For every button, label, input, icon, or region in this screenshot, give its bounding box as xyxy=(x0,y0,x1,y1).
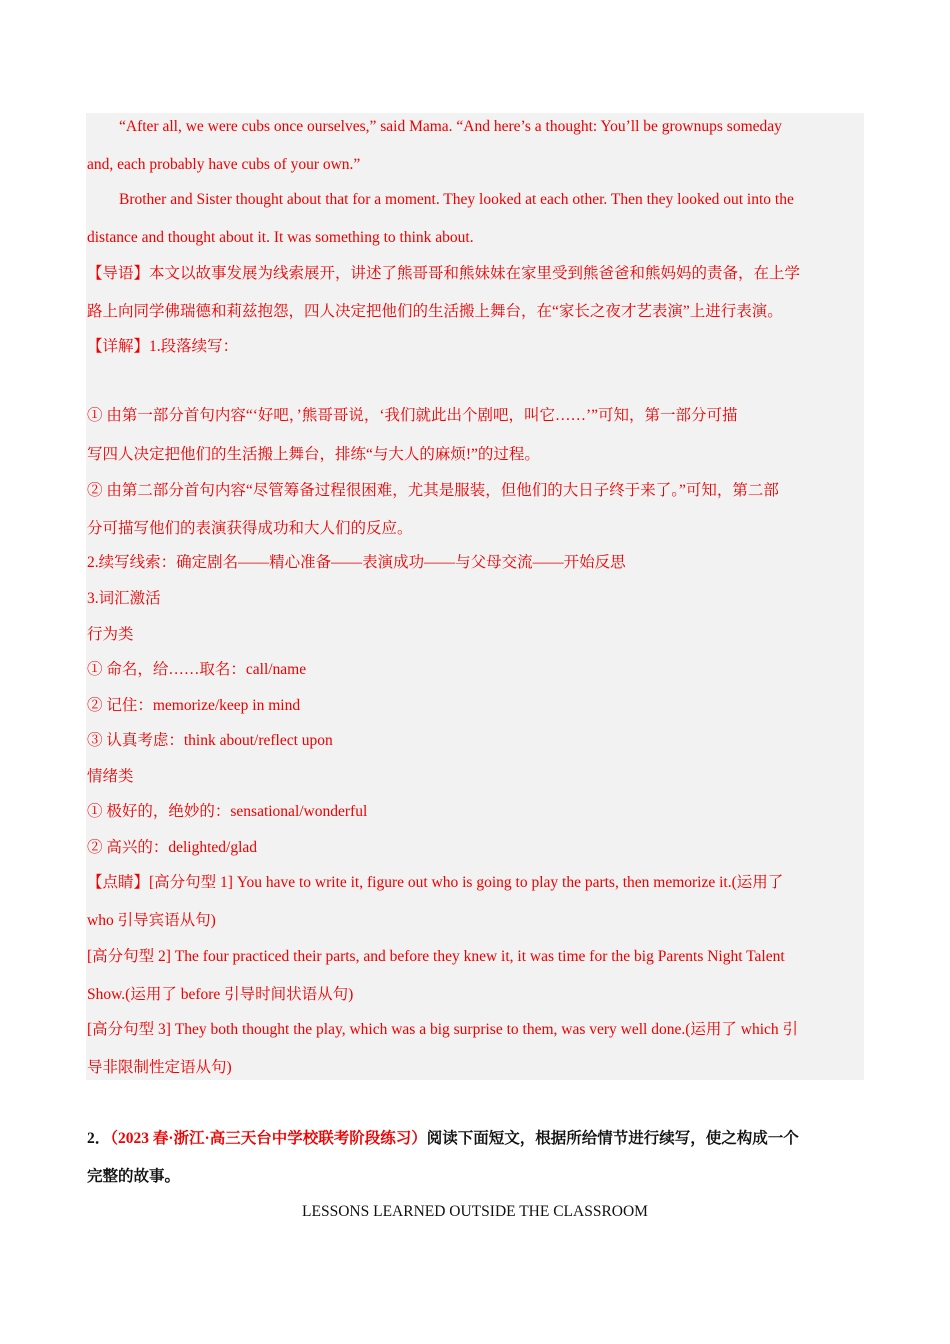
vocab-category-actions: 行为类 xyxy=(87,626,134,643)
highlight-sentence3-line1: [高分句型 3] They both thought the play, which was a big surprise to them, was very well done.(运用了 which 引 xyxy=(87,1021,799,1038)
question2-instruction-line2: 完整的故事。 xyxy=(87,1168,181,1185)
question-instruction: 阅读下面短文，根据所给情节进行续写，使之构成一个 xyxy=(426,1130,799,1147)
guide-line1: 【导语】本文以故事发展为线索展开，讲述了熊哥哥和熊妹妹在家里受到熊爸爸和熊妈妈的责备，在上学 xyxy=(87,265,801,282)
vocab-item: ① 极好的，绝妙的：sensational/wonderful xyxy=(87,803,368,820)
highlight-sentence1-line2: who 引导宾语从句) xyxy=(87,912,216,929)
detail-item1-line2: 写四人决定把他们的生活搬上舞台，排练“与大人的麻烦!”的过程。 xyxy=(87,446,540,463)
guide-line2: 路上向同学佛瑞德和莉兹抱怨，四人决定把他们的生活搬上舞台，在“家长之夜才艺表演”上进行表演。 xyxy=(87,303,783,320)
vocab-item: ① 命名，给……取名：call/name xyxy=(87,661,307,678)
continuation-clue: 2.续写线索：确定剧名——精心准备——表演成功——与父母交流——开始反思 xyxy=(87,554,626,571)
question-number: 2． xyxy=(87,1130,111,1147)
vocab-category-emotions: 情绪类 xyxy=(87,768,134,785)
passage-p1-line1: “After all, we were cubs once ourselves,” said Mama. “And here’s a thought: You’ll be grownups someday xyxy=(119,118,782,135)
passage-p2-line1: Brother and Sister thought about that for a moment. They looked at each other. Then they looked out into the xyxy=(119,191,794,208)
detail-item1-line1: ① 由第一部分首句内容“‘好吧，’熊哥哥说，‘我们就此出个剧吧，叫它……’”可知，第一部分可描 xyxy=(87,407,738,424)
vocab-item: ③ 认真考虑：think about/reflect upon xyxy=(87,732,333,749)
vocab-title: 3.词汇激活 xyxy=(87,590,161,607)
highlight-sentence2-line1: [高分句型 2] The four practiced their parts, and before they knew it, it was time for the big Parents Night Talent xyxy=(87,948,785,965)
vocab-item: ② 记住：memorize/keep in mind xyxy=(87,697,301,714)
detail-item2-line1: ② 由第二部分首句内容“尽管筹备过程很困难，尤其是服装，但他们的大日子终于来了。”可知，第二部 xyxy=(87,482,779,499)
passage-p2-line2: distance and thought about it. It was something to think about. xyxy=(87,229,474,246)
detail-title: 【详解】1.段落续写： xyxy=(87,338,239,355)
detail-item2-line2: 分可描写他们的表演获得成功和大人们的反应。 xyxy=(87,520,413,537)
highlight-sentence1-line1: 【点睛】[高分句型 1] You have to write it, figure out who is going to play the parts, then memorize it.(运用了 xyxy=(87,874,784,891)
passage-title: LESSONS LEARNED OUTSIDE THE CLASSROOM xyxy=(302,1203,648,1220)
highlight-sentence2-line2: Show.(运用了 before 引导时间状语从句) xyxy=(87,986,354,1003)
passage-p1-line2: and, each probably have cubs of your own.” xyxy=(87,156,361,173)
question-source: （2023 春·浙江·高三天台中学校联考阶段练习） xyxy=(110,1130,427,1147)
question2-header xyxy=(87,1129,863,1149)
vocab-item: ② 高兴的：delighted/glad xyxy=(87,839,258,856)
highlight-sentence3-line2: 导非限制性定语从句) xyxy=(87,1059,232,1076)
